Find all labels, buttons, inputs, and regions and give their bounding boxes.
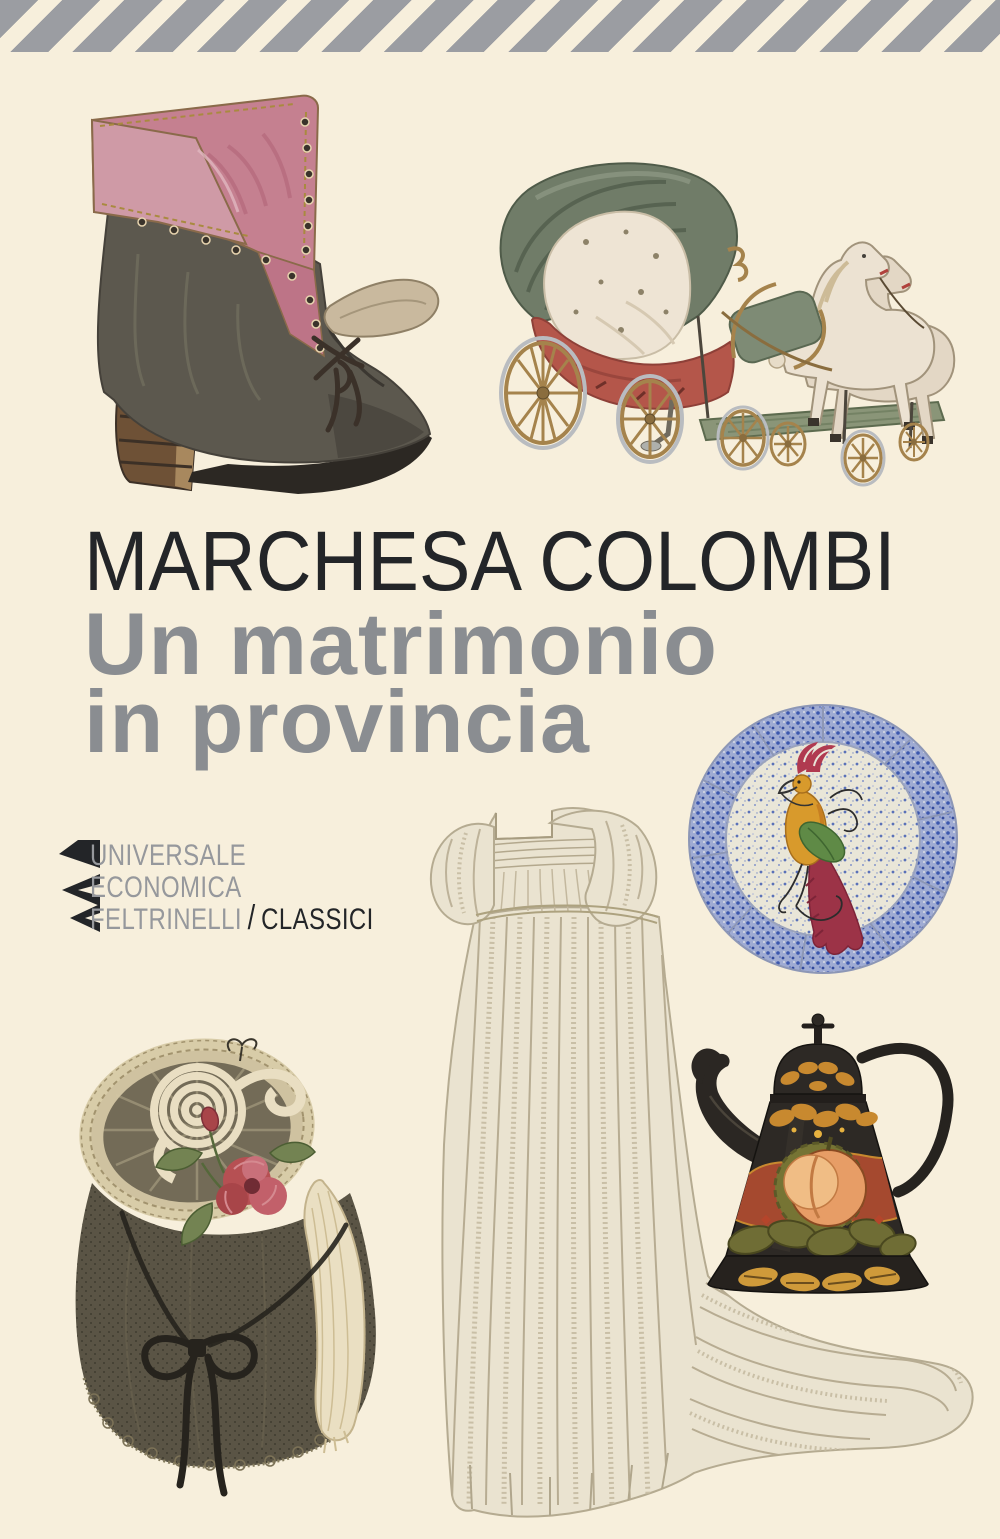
author-name: MARCHESA COLOMBI <box>84 514 896 608</box>
series-separator: / <box>247 899 256 937</box>
title-line-1: Un matrimonio <box>84 594 718 693</box>
victorian-boot-illustration <box>78 94 456 498</box>
title-line-2: in provincia <box>84 672 590 771</box>
striped-top-band <box>0 0 1000 52</box>
boot-tongue <box>325 280 439 337</box>
publisher-name: FELTRINELLI <box>90 903 242 936</box>
toy-carriage-illustration <box>476 152 960 500</box>
publisher-line-2: ECONOMICA <box>90 870 242 904</box>
publisher-line-3 <box>90 899 374 937</box>
veiled-hat-illustration <box>62 1033 387 1503</box>
publisher-block <box>90 840 374 936</box>
book-title <box>84 594 718 771</box>
publisher-line-1: UNIVERSALE <box>90 839 247 872</box>
coffee-pot-illustration <box>670 1006 962 1298</box>
pot-base <box>708 1256 928 1293</box>
series-name: CLASSICI <box>261 903 374 936</box>
pot-lid <box>770 1014 866 1103</box>
